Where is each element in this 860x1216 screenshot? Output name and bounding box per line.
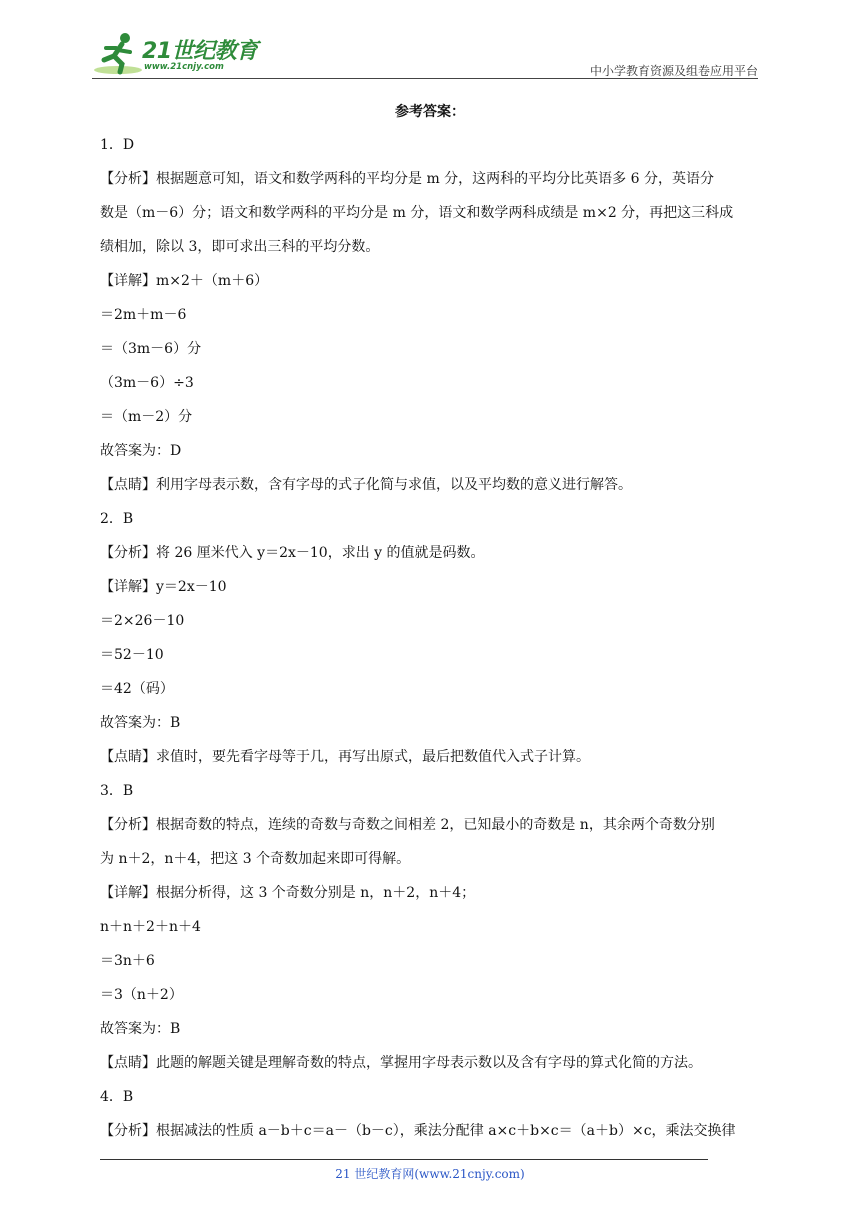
- text-line: 【点睛】求值时，要先看字母等于几，再写出原式，最后把数值代入式子计算。: [100, 749, 590, 765]
- text-line: ＝（3m－6）分: [100, 341, 202, 357]
- text-line: 3．B: [100, 783, 134, 799]
- text-line: 绩相加，除以 3，即可求出三科的平均分数。: [100, 239, 380, 255]
- text-line: n＋n＋2＋n＋4: [100, 919, 201, 935]
- text-line: ＝2m＋m－6: [100, 307, 187, 323]
- text-line: 数是（m－6）分；语文和数学两科的平均分是 m 分，语文和数学两科成绩是 m×2 分，再把这三科成: [100, 205, 734, 221]
- text-line: 【分析】将 26 厘米代入 y＝2x－10，求出 y 的值就是码数。: [100, 545, 485, 561]
- text-line: ＝52－10: [100, 647, 164, 663]
- text-line: 【点睛】此题的解题关键是理解奇数的特点，掌握用字母表示数以及含有字母的算式化简的方法。: [100, 1055, 702, 1071]
- text-line: 【详解】y＝2x－10: [100, 579, 227, 595]
- text-line: 【分析】根据减法的性质 a－b＋c＝a－（b－c），乘法分配律 a×c＋b×c＝（a＋b）×c，乘法交换律: [100, 1123, 736, 1139]
- text-line: 故答案为：D: [100, 443, 182, 459]
- answer-content: [100, 96, 760, 1148]
- page-header: [92, 30, 758, 80]
- text-line: ＝2×26－10: [100, 613, 185, 629]
- text-line: 【分析】根据奇数的特点，连续的奇数与奇数之间相差 2，已知最小的奇数是 n，其余两个奇数分别: [100, 817, 715, 833]
- text-line: ＝3n＋6: [100, 953, 155, 969]
- footer-link[interactable]: 21 世纪教育网(www.21cnjy.com): [335, 1167, 525, 1181]
- text-line: 【点睛】利用字母表示数，含有字母的式子化简与求值，以及平均数的意义进行解答。: [100, 477, 632, 493]
- text-line: 【详解】m×2＋（m＋6）: [100, 273, 269, 289]
- site-logo: [92, 30, 262, 78]
- text-line: ＝3（n＋2）: [100, 987, 183, 1003]
- text-line: （3m－6）÷3: [100, 375, 194, 391]
- text-line: 【分析】根据题意可知，语文和数学两科的平均分是 m 分，这两科的平均分比英语多 6 分，英语分: [100, 171, 714, 187]
- text-line: 1．D: [100, 137, 135, 153]
- text-line: 【详解】根据分析得，这 3 个奇数分别是 n，n＋2，n＋4；: [100, 885, 476, 901]
- text-line: 故答案为：B: [100, 1021, 181, 1037]
- text-line: 为 n＋2，n＋4，把这 3 个奇数加起来即可得解。: [100, 851, 411, 867]
- text-line: ＝（m－2）分: [100, 409, 193, 425]
- text-line: 故答案为：B: [100, 715, 181, 731]
- logo-url: www.21cnjy.com: [144, 62, 224, 72]
- runner-logo-icon: [92, 30, 142, 78]
- header-divider: [92, 78, 758, 79]
- text-line: 2．B: [100, 511, 134, 527]
- text-line: 4．B: [100, 1089, 134, 1105]
- footer-divider: [100, 1159, 708, 1160]
- page-title: 参考答案：: [395, 104, 465, 120]
- text-line: ＝42（码）: [100, 681, 174, 697]
- logo-text: 21世纪教育: [142, 39, 258, 64]
- platform-label: 中小学教育资源及组卷应用平台: [589, 64, 758, 78]
